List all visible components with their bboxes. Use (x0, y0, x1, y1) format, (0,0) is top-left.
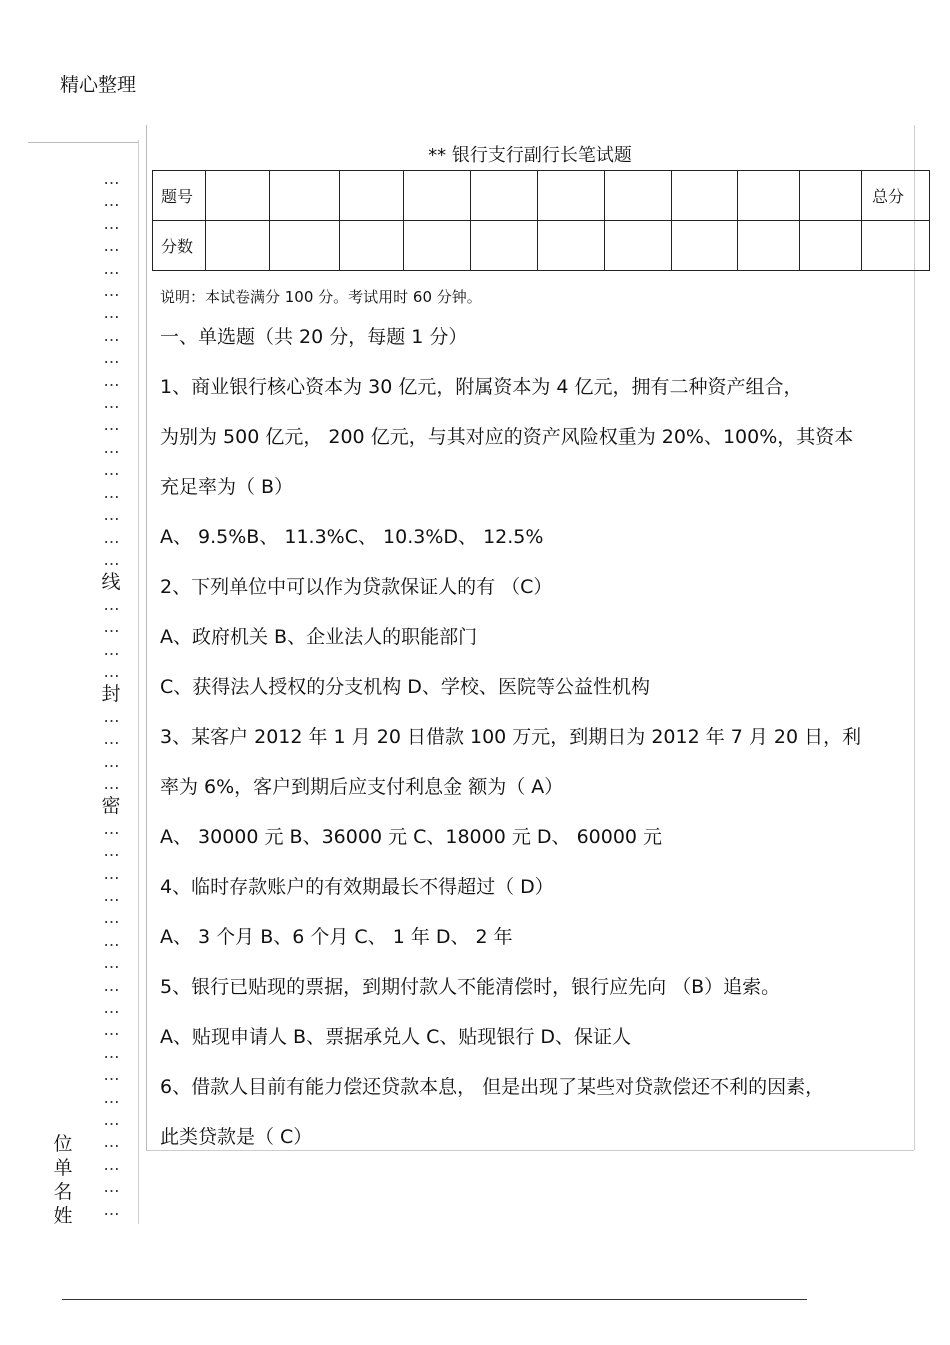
score-cell (605, 171, 672, 221)
left-rule (28, 142, 138, 143)
score-table (152, 170, 930, 271)
answer-options: A、 3 个月 B、6 个月 C、 1 年 D、 2 年 (160, 926, 513, 948)
answer-options: A、 9.5%B、 11.3%C、 10.3%D、 12.5% (160, 526, 544, 548)
binding-char-feng: 封 (101, 683, 121, 706)
score-table-row-number (153, 171, 930, 221)
binding-dots: … (103, 818, 119, 838)
binding-dots: … (103, 505, 119, 525)
score-cell (672, 221, 738, 271)
binding-line (138, 140, 139, 1224)
exam-title: ** 银行支行副行长笔试题 (428, 145, 632, 166)
score-cell (404, 221, 471, 271)
score-cell (206, 221, 270, 271)
binding-dots: … (103, 953, 119, 973)
question-text: 率为 6%，客户到期后应支付利息金 额为（ A） (160, 776, 564, 798)
exam-instructions: 说明：本试卷满分 100 分。考试用时 60 分钟。 (160, 288, 482, 306)
binding-dots: … (103, 527, 119, 547)
side-label-char: 位 (53, 1133, 73, 1155)
score-table-row-score (153, 221, 930, 271)
binding-dots: … (103, 1087, 119, 1107)
binding-dots: … (103, 975, 119, 995)
question-text: 3、某客户 2012 年 1 月 20 日借款 100 万元，到期日为 2012 年 7 月 20 日，利 (160, 726, 862, 748)
answer-options: A、贴现申请人 B、票据承兑人 C、贴现银行 D、保证人 (160, 1026, 632, 1048)
section-heading: 一、单选题（共 20 分，每题 1 分） (160, 326, 468, 348)
question-text: 2、下列单位中可以作为贷款保证人的有 （C） (160, 576, 553, 598)
question-text: 5、银行已贴现的票据，到期付款人不能清偿时，银行应先向 （B）追索。 (160, 976, 781, 998)
binding-dots: … (103, 1154, 119, 1174)
score-cell (340, 171, 404, 221)
score-cell (862, 221, 930, 271)
total-score-label: 总分 (862, 171, 930, 221)
binding-char-mi: 密 (101, 795, 121, 818)
binding-dots: … (103, 1020, 119, 1040)
question-text: 为别为 500 亿元， 200 亿元，与其对应的资产风险权重为 20%、100%，其资本 (160, 426, 854, 448)
binding-dots: … (103, 886, 119, 905)
binding-dots: … (103, 348, 119, 368)
score-cell (538, 171, 605, 221)
binding-dots: … (103, 415, 119, 435)
binding-dots: … (103, 191, 119, 211)
side-label (50, 1132, 76, 1228)
score-cell (800, 221, 862, 271)
binding-dots: … (103, 281, 119, 301)
binding-dots: … (103, 908, 119, 928)
binding-dots: … (103, 393, 119, 413)
score-cell (471, 221, 538, 271)
binding-margin (96, 168, 126, 1221)
score-cell (471, 171, 538, 221)
binding-dots: … (103, 1065, 119, 1085)
binding-dots: … (103, 594, 119, 614)
binding-dots: … (103, 460, 119, 480)
binding-dots: … (103, 639, 119, 659)
binding-dots: … (103, 437, 119, 457)
question-text: 1、商业银行核心资本为 30 亿元，附属资本为 4 亿元，拥有二种资产组合， (160, 376, 803, 398)
binding-dots: … (103, 325, 119, 345)
binding-dots: … (103, 751, 119, 771)
score-cell (206, 171, 270, 221)
score-cell (672, 171, 738, 221)
score-cell (605, 221, 672, 271)
score-cell (800, 171, 862, 221)
score-cell (270, 221, 340, 271)
answer-options: A、 30000 元 B、36000 元 C、18000 元 D、 60000 元 (160, 826, 663, 848)
question-text: 此类贷款是（ C） (160, 1126, 313, 1148)
binding-dots: … (103, 729, 119, 749)
binding-dots: … (103, 482, 119, 502)
score-cell (538, 221, 605, 271)
content-left-border (146, 125, 147, 1150)
binding-dots: … (103, 773, 119, 793)
question-text: 4、临时存款账户的有效期最长不得超过（ D） (160, 876, 554, 898)
content-bottom-border (146, 1150, 914, 1151)
side-label-char: 名 (53, 1181, 73, 1203)
score-cell (738, 171, 800, 221)
footer-rule (62, 1299, 807, 1300)
binding-dots: … (103, 1132, 119, 1152)
content-right-border (914, 125, 915, 1150)
score-cell (404, 171, 471, 221)
binding-dots: … (103, 213, 119, 233)
score-cell (270, 171, 340, 221)
score-cell (340, 221, 404, 271)
binding-dots: … (103, 1177, 119, 1197)
score-cell (738, 221, 800, 271)
binding-dots: … (103, 706, 119, 726)
binding-dots: … (103, 549, 119, 569)
binding-char-xian: 线 (101, 571, 121, 594)
binding-dots: … (103, 863, 119, 883)
score-label: 分数 (153, 221, 206, 271)
question-text: 6、借款人目前有能力偿还贷款本息， 但是出现了某些对贷款偿还不利的因素， (160, 1076, 825, 1098)
side-label-char: 单 (53, 1157, 73, 1179)
binding-dots: … (103, 617, 119, 637)
binding-dots: … (103, 303, 119, 323)
binding-dots: … (103, 841, 119, 861)
binding-dots: … (103, 661, 119, 681)
binding-dots: … (103, 1042, 119, 1062)
binding-dots: … (103, 1110, 119, 1130)
binding-dots: … (103, 930, 119, 950)
page-header: 精心整理 (60, 74, 137, 96)
binding-dots: … (103, 169, 119, 188)
side-label-char: 姓 (53, 1205, 73, 1227)
binding-dots: … (103, 258, 119, 278)
binding-dots: … (103, 370, 119, 390)
binding-dots: … (103, 1199, 119, 1219)
binding-dots: … (103, 236, 119, 256)
question-number-label: 题号 (153, 171, 206, 221)
answer-options: A、政府机关 B、企业法人的职能部门 (160, 626, 478, 648)
binding-dots: … (103, 998, 119, 1018)
answer-options: C、获得法人授权的分支机构 D、学校、医院等公益性机构 (160, 676, 650, 698)
question-text: 充足率为（ B） (160, 476, 294, 498)
